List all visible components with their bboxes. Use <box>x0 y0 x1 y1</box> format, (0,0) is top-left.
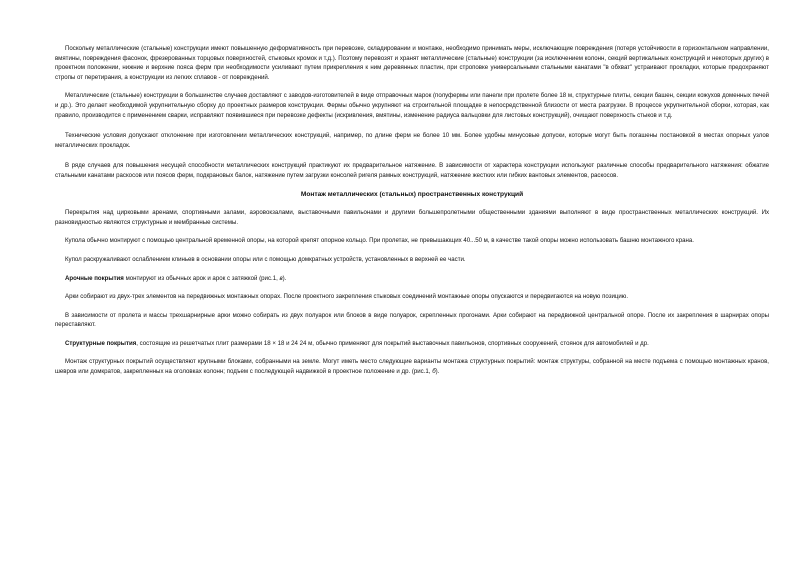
paragraph-spatial-structures: Перекрытия над цирковыми аренами, спортивными залами, аэровокзалами, выставочными павильонами и другими большепролетными общественными зданиями выполняют в виде пространственных металлических конструкций. Их разновидностью являются структурные и мембранные системы. <box>55 209 769 226</box>
figure-ref-b: б <box>432 368 436 376</box>
paragraph-tolerances: Технические условия допускают отклонение при изготовлении металлических конструкций, например, по длине ферм не более 10 мм. Более удобны минусовые допуски, которые могут быть погашены постановкой в местах опорных узлов металлических прокладок. <box>55 132 769 149</box>
paragraph-structural-roofs <box>55 339 769 349</box>
arched-roofs-text: монтируют из обычных арок и арок с затяжкой (рис.1, <box>123 274 280 282</box>
section-heading: Монтаж металлических (стальных) пространственных конструкций <box>300 190 524 198</box>
term-structural-roofs: Структурные покрытия <box>65 339 137 347</box>
arched-roofs-end: ). <box>282 274 287 282</box>
paragraph-transport-storage: Поскольку металлические (стальные) конструкции имеют повышенную деформативность при перевозке, складировании и монтаже, необходимо принимать меры, исключающие повреждения (потеря устойчивости в горизонтальном направлении, вмятины, повреждения фасонок, фрезерованных торцовых поверхностей, стыковых кромок и т.д.). Поэтому перевозят и хранят металлические (стальные) конструкции (за исключением колонн, секций вертикальных конструкций и некоторых других) в проектном положении, нижние и верхние пояса ферм при необходимости усиливают путем прикрепления к ним деревянных пластин, при строповке универсальными стальными канатами "в обхват" устраивают прокладки, которые предохраняют стропы от перетирания, а конструкции из легких сплавов - от повреждений. <box>55 45 769 81</box>
paragraph-domes: Купола обычно монтируют с помощью центральной временной опоры, на которой крепят опорное кольцо. При пролетах, не превышающих 40...50 м, в качестве такой опоры можно использовать башню монтажного крана. <box>65 237 694 245</box>
paragraph-dome-release: Купол раскружаливают ослаблением клиньев в основании опоры или с помощью домкратных устройств, установленных в верхней ее части. <box>65 255 466 263</box>
paragraph-arched-roofs <box>55 274 769 284</box>
term-arched-roofs: Арочные покрытия <box>65 274 124 282</box>
figure-ref-v: в <box>279 274 283 282</box>
paragraph-enlarging-assembly: Металлические (стальные) конструкции в большинстве случаев доставляют с заводов-изготовителей в виде отправочных марок (полуфермы или панели при пролете более 18 м, структурные плиты, секции башен, секции кожухов доменных печей и др.). Это делает необходимой укрупнительную сборку до проектных размеров конструкции. Фермы обычно укрупняют на строительной площадке в непосредственной близости от места разгрузки. В процессе укрупнительной сборки, которая, как правило, производится с применением сварки, исправляют появившиеся при перевозке дефекты (искривления, вмятины, изменение радиуса вальцовки для листовых конструкций), очищают поверхность стыков и т.д. <box>55 92 769 119</box>
paragraph-arch-assembly: Арки собирают из двух-трех элементов на передвижных монтажных опорах. После проектного закрепления стыковых соединений монтажные опоры опускаются и передвигаются на новую позицию. <box>65 293 629 301</box>
structural-roofs-text: , состоящие из решетчатых плит размерами 18 × 18 и 24 24 м, обычно применяют для покрытий выставочных павильонов, спортивных сооружений, стоянок для автомобилей и др. <box>136 339 649 347</box>
structural-installation-text: Монтаж структурных покрытий осуществляют крупными блоками, собранными на земле. Могут иметь место следующие варианты монтажа структурных покрытий: монтаж структуры, собранной на месте подъема с помощью монтажных кранов, шевров или домкратов, закрепленных на оголовках колонн; подъем с последующей надвижкой в проектное положение и др. (рис.1, <box>55 358 769 376</box>
document-page <box>55 44 769 377</box>
paragraph-three-hinged-arches: В зависимости от пролета и массы трехшарнирные арки можно собирать из двух полуарок или блоков в виде полуарок, скрепленных прогонами. Арки собирают на передвижной центральной опоре. После их закрепления в шарнирах опоры переставляют. <box>55 311 769 329</box>
paragraph-prestressing: В ряде случаев для повышения несущей способности металлических конструкций практикуют их предварительное натяжение. В зависимости от характера конструкции используют различные способы предварительного натяжения: обжатие стальными канатами раскосов или поясов ферм, подкрановых балок, натяжение путем загрузки консолей ригеля рамных конструкций, натяжение жестких или гибких вантовых элементов, раскосов. <box>55 162 769 179</box>
structural-installation-end: ). <box>435 368 440 376</box>
paragraph-structural-installation <box>55 357 769 376</box>
